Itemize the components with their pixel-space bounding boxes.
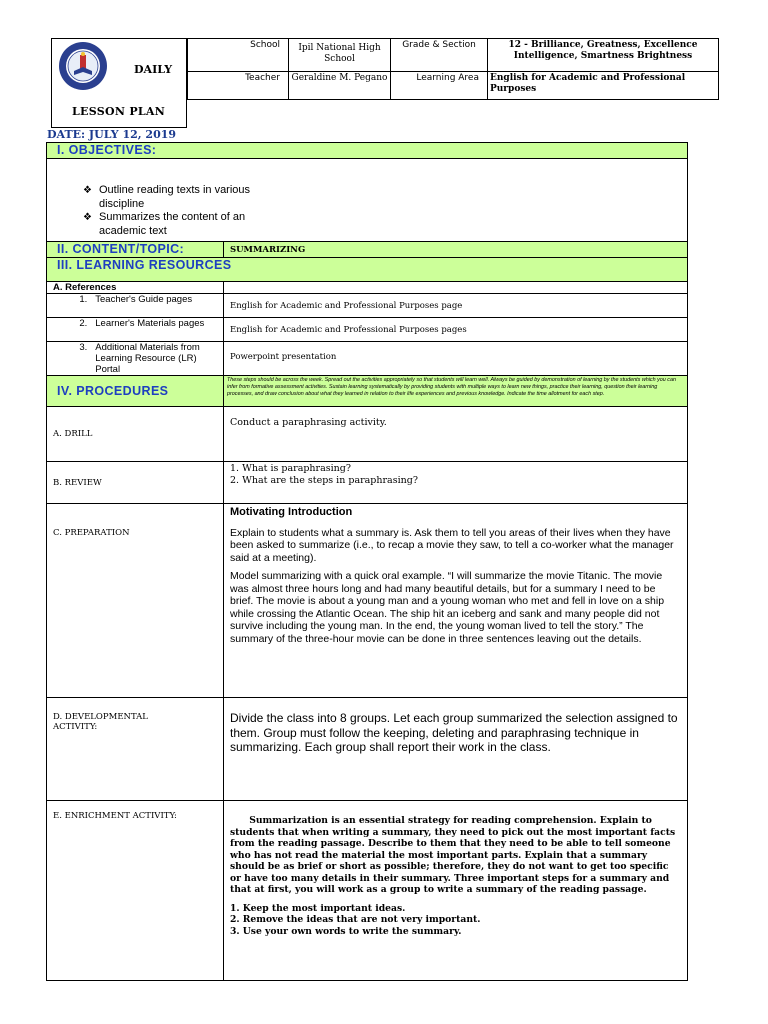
grade-label: Grade & Section (391, 39, 488, 72)
preparation-title: Motivating Introduction (230, 506, 353, 518)
resource-label: 2. Learner's Materials pages (47, 318, 224, 342)
references-label: A. References (47, 282, 224, 294)
procedures-heading: IV. PROCEDURES (47, 376, 224, 407)
school-label: School (188, 39, 289, 72)
enrichment-label: E. ENRICHMENT ACTIVITY: (47, 801, 224, 981)
lesson-plan-table (46, 142, 688, 981)
lesson-plan-label: LESSON PLAN (72, 105, 166, 118)
resource-label: 1. Teacher's Guide pages (47, 294, 224, 318)
resource-value: English for Academic and Professional Purposes pages (224, 318, 688, 342)
review-item: 2. What are the steps in paraphrasing? (230, 475, 418, 486)
objectives-list (83, 184, 687, 238)
preparation-body (224, 504, 688, 698)
area-label: Learning Area (391, 72, 488, 100)
diamond-bullet-icon: ❖ (83, 185, 92, 196)
resources-heading: III. LEARNING RESOURCES (47, 258, 688, 282)
teacher-label: Teacher (188, 72, 289, 100)
resource-label: 3. Additional Materials from Learning Resource (LR) Portal (47, 342, 224, 376)
developmental-label: D. DEVELOPMENTAL ACTIVITY: (47, 698, 224, 801)
deped-seal-icon (58, 41, 108, 91)
preparation-label: C. PREPARATION (47, 504, 224, 698)
review-item: 1. What is paraphrasing? (230, 463, 351, 474)
content-heading: II. CONTENT/TOPIC: (47, 242, 224, 258)
date-line: DATE: JULY 12, 2019 (47, 128, 177, 141)
objectives-heading: I. OBJECTIVES: (47, 143, 688, 159)
drill-text: Conduct a paraphrasing activity. (224, 407, 688, 462)
preparation-paragraph: Explain to students what a summary is. Ask them to tell you areas of their lives when they have been asked to summarize (i.e., to recap a movie they saw, to tell a co-worker what the manager said at a meeting). (230, 526, 674, 564)
developmental-text: Divide the class into 8 groups. Let each group summarized the selection assigned to them. Group must follow the keeping, deleting and paraphrasing technique in summarizing. Each group shall report their work in the class. (224, 698, 688, 801)
drill-label: A. DRILL (47, 407, 224, 462)
enrichment-step: 1. Keep the most important ideas. (230, 902, 406, 914)
enrichment-paragraph: Summarization is an essential strategy for reading comprehension. Explain to students that when writing a summary, they need to pick out the most important facts from the reading passage. Describe to them that they need to be able to tell someone who has not read the material the most important parts. Explain that a summary should be as brief or short as possible; therefore, they do not want to get too specific or have too many details in their summary. Three important steps for a summary and that at first, you will work as a group to write a summary of the reading passage. (230, 815, 679, 895)
content-value: SUMMARIZING (224, 242, 688, 258)
daily-label: DAILY (134, 63, 173, 76)
teacher-value: Geraldine M. Pegano (289, 72, 391, 100)
objectives-body (47, 159, 688, 242)
objective-item: ❖ Outline reading texts in various discipline (83, 184, 251, 210)
objective-item: ❖ Summarizes the content of an academic text (83, 211, 246, 237)
review-list (224, 462, 688, 504)
header-logo-box (51, 38, 187, 128)
school-value: Ipil National High School (289, 39, 391, 72)
resource-value: Powerpoint presentation (224, 342, 688, 376)
diamond-bullet-icon: ❖ (83, 212, 92, 223)
enrichment-step: 2. Remove the ideas that are not very important. (230, 914, 481, 925)
grade-value: 12 - Brilliance, Greatness, Excellence Intelligence, Smartness Brightness (488, 39, 719, 72)
preparation-paragraph: Model summarizing with a quick oral example. “I will summarize the movie Titanic. The movie was almost three hours long and had many beautiful details, but for a summary I need to be brief. The movie is about a young man and a young woman who met and fell in love on a ship while crossing the Atlantic Ocean. The ship hit an iceberg and sank and many people did not survive including the young man. In the end, the young woman lived to tell the story.” The summary of the three-hour movie can be done in three sentences leaving out the details. (230, 570, 665, 645)
area-value: English for Academic and Professional Purposes (488, 72, 719, 100)
enrichment-step: 3. Use your own words to write the summary. (230, 925, 462, 937)
enrichment-body (224, 801, 688, 981)
procedures-note: These steps should be across the week. Spread out the activities appropriately so that students will learn well. Always be guided by demonstration of learning by the students which you can infer from formative assessment activities. Sustain learning systematically by providing students with multiple ways to learn new things, practice their learning, question their learning processes, and draw conclusion about what they learned in relation to their life experiences and previous knowledge. Indicate the time allotment for each step. (224, 376, 688, 407)
review-label: B. REVIEW (47, 462, 224, 504)
header-info-table (187, 38, 719, 100)
resource-value: English for Academic and Professional Purposes page (224, 294, 688, 318)
